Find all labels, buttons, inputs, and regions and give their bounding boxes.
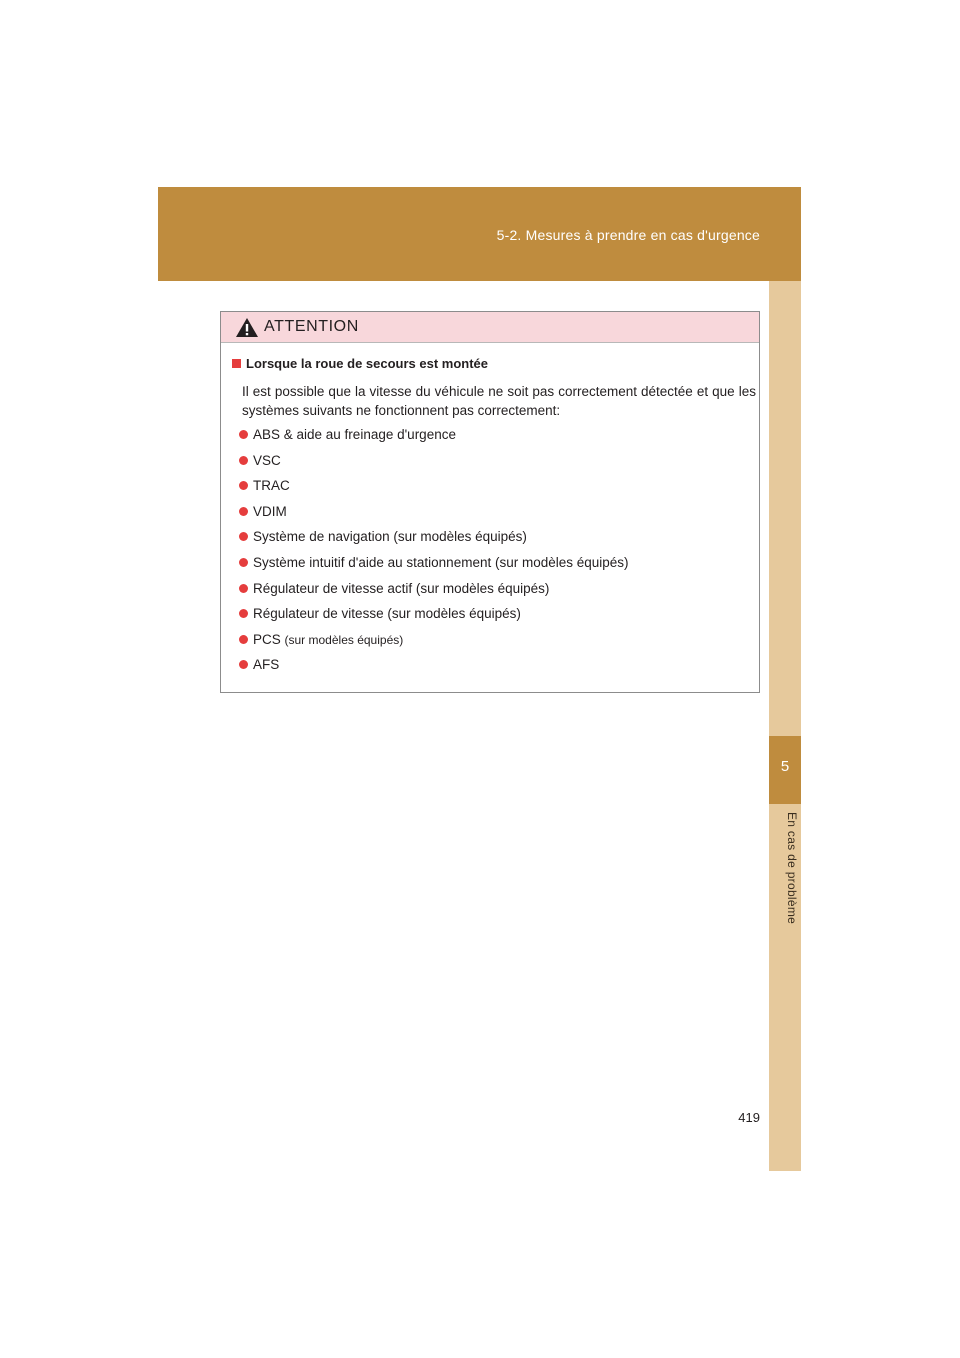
bullet-dot-icon bbox=[239, 609, 248, 618]
list-item bbox=[239, 655, 629, 681]
list-item-note: (sur modèles équipés) bbox=[284, 632, 404, 647]
bullet-dot-icon bbox=[239, 532, 248, 541]
bullet-dot-icon bbox=[239, 635, 248, 644]
section-heading-text: Lorsque la roue de secours est montée bbox=[246, 356, 489, 371]
bullet-dot-icon bbox=[239, 584, 248, 593]
list-item bbox=[239, 604, 629, 630]
bullet-dot-icon bbox=[239, 660, 248, 669]
bullet-dot-icon bbox=[239, 430, 248, 439]
side-strip bbox=[769, 281, 801, 1171]
list-item-text: AFS bbox=[253, 657, 280, 673]
list-item-text: Système intuitif d'aide au stationnement (sur modèles équipés) bbox=[253, 554, 629, 570]
warning-triangle-icon bbox=[235, 317, 259, 338]
bullet-dot-icon bbox=[239, 481, 248, 490]
section-heading bbox=[232, 356, 488, 371]
warning-header bbox=[221, 312, 759, 343]
list-item-text: PCS bbox=[253, 631, 285, 647]
bullet-dot-icon bbox=[239, 558, 248, 567]
list-item-text: VSC bbox=[253, 452, 281, 468]
bullet-dot-icon bbox=[239, 456, 248, 465]
list-item bbox=[239, 451, 629, 477]
bullet-list bbox=[239, 425, 629, 681]
chapter-label: En cas de problème bbox=[785, 812, 799, 925]
section-title: 5-2. Mesures à prendre en cas d'urgence bbox=[496, 227, 760, 243]
list-item-text: Système de navigation (sur modèles équipés) bbox=[253, 529, 527, 545]
header-band bbox=[158, 187, 801, 281]
list-item bbox=[239, 502, 629, 528]
list-item bbox=[239, 630, 629, 656]
list-item bbox=[239, 425, 629, 451]
list-item bbox=[239, 476, 629, 502]
list-item-text: VDIM bbox=[253, 503, 287, 519]
list-item bbox=[239, 553, 629, 579]
section-body: Il est possible que la vitesse du véhicule ne soit pas correctement détectée et que les systèmes suivants ne fonctionnent pas correctement: bbox=[242, 384, 756, 418]
warning-title: ATTENTION bbox=[264, 318, 359, 335]
list-item-text: ABS & aide au freinage d'urgence bbox=[253, 427, 456, 442]
chapter-tab bbox=[769, 736, 801, 804]
list-item bbox=[239, 579, 629, 605]
bullet-dot-icon bbox=[239, 507, 248, 516]
list-item bbox=[239, 527, 629, 553]
warning-box bbox=[220, 311, 760, 693]
list-item-text: TRAC bbox=[253, 478, 290, 494]
square-bullet-icon bbox=[232, 359, 241, 368]
list-item-text: Régulateur de vitesse (sur modèles équipés) bbox=[253, 606, 521, 622]
page-number: 419 bbox=[738, 1110, 760, 1125]
list-item-text: Régulateur de vitesse actif (sur modèles équipés) bbox=[253, 580, 550, 596]
chapter-number: 5 bbox=[780, 758, 790, 775]
